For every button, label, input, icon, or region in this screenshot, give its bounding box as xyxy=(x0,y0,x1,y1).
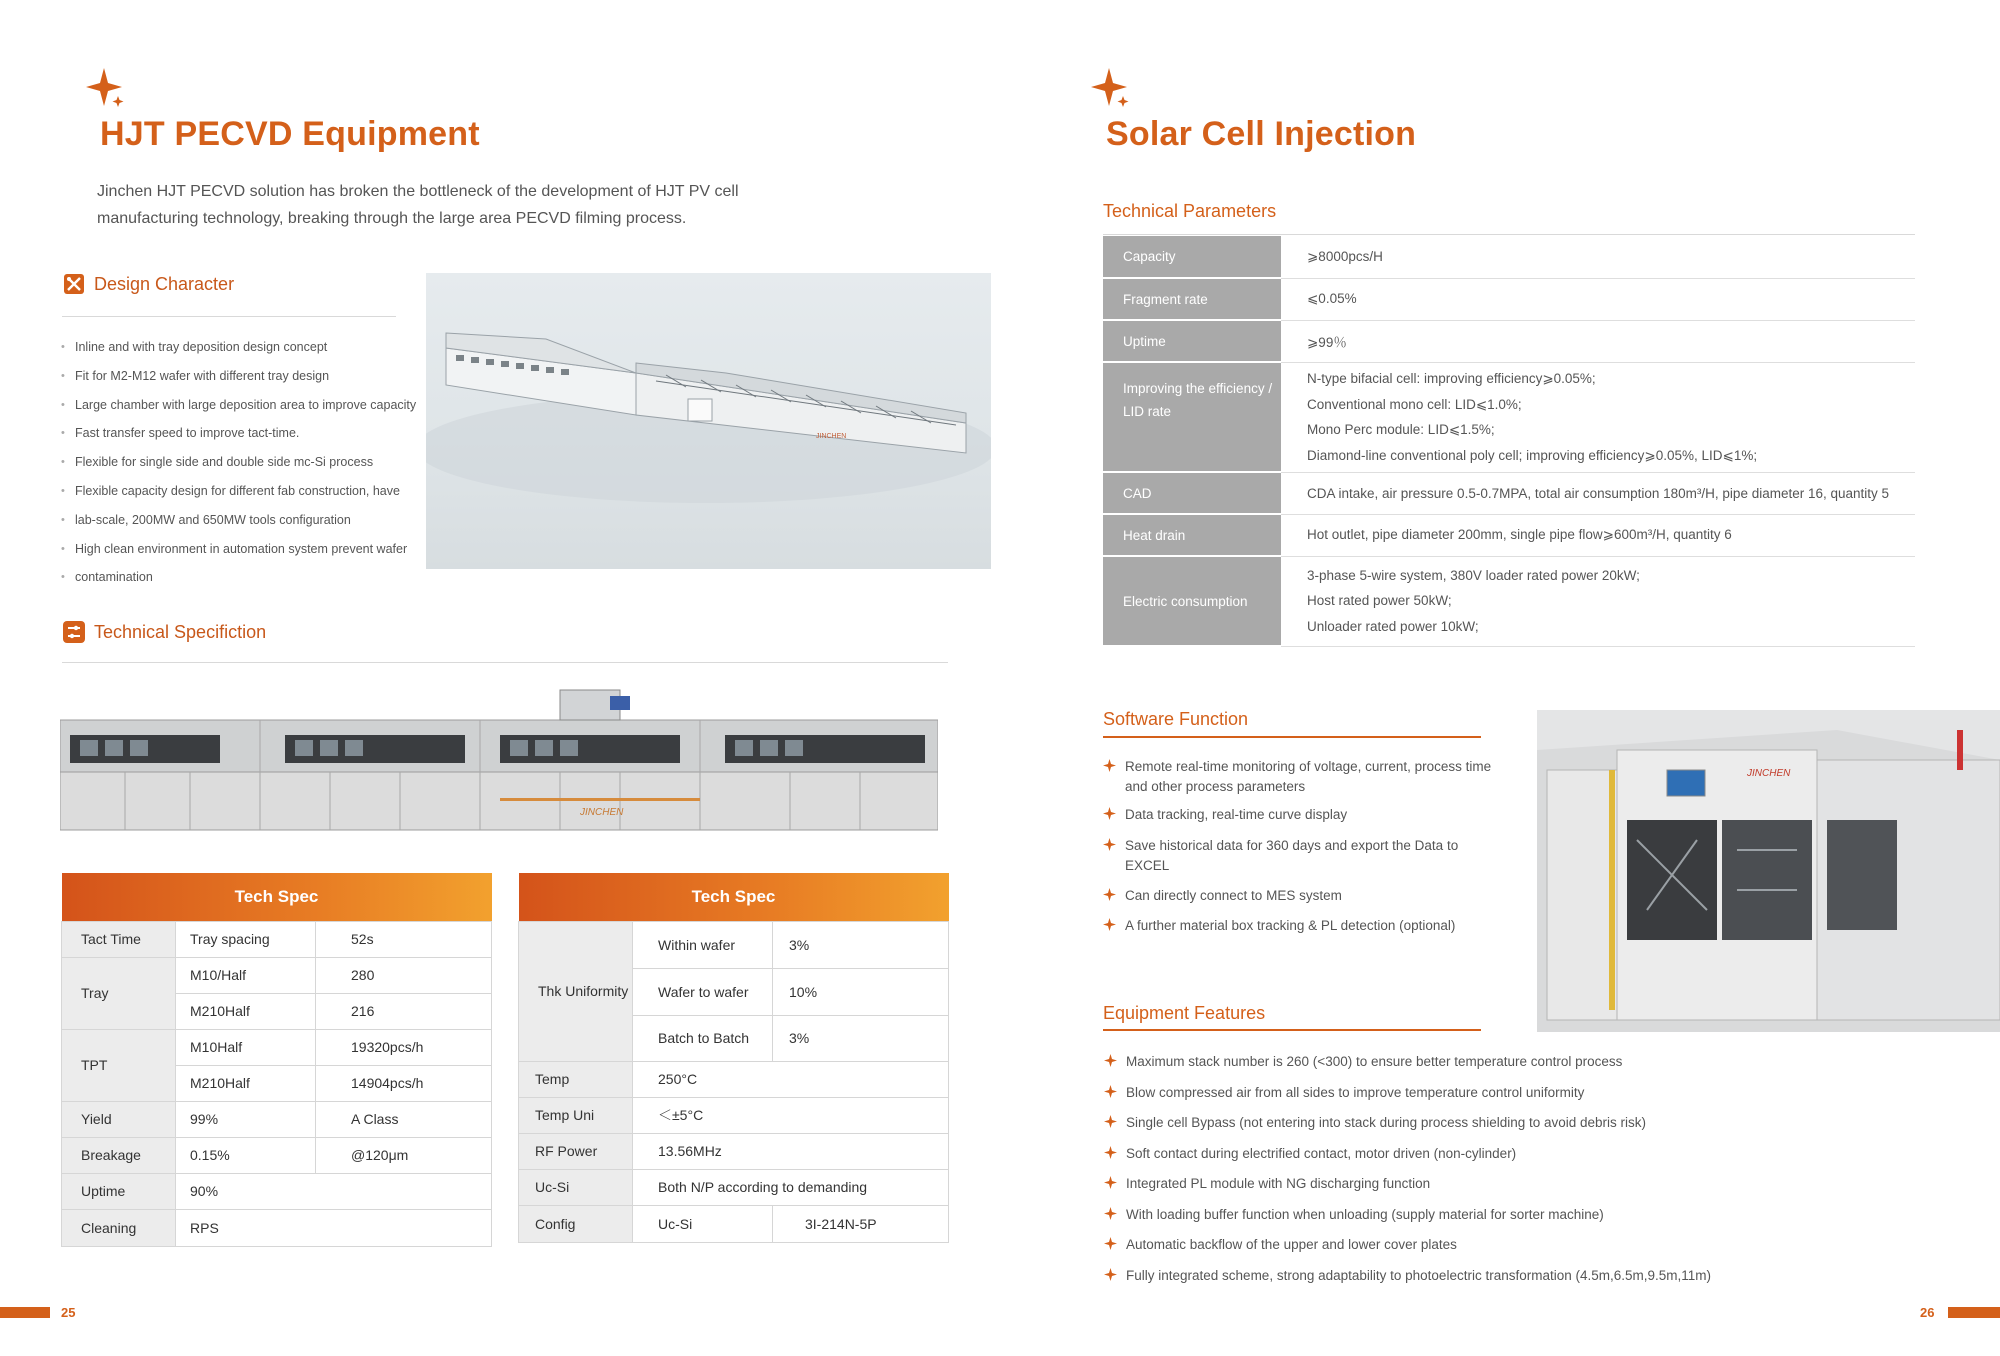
row-label: TPT xyxy=(62,1029,176,1101)
design-character-heading: Design Character xyxy=(62,272,234,296)
table-header: Tech Spec xyxy=(62,873,492,921)
table-cell: 280 xyxy=(316,957,492,993)
row-label: RF Power xyxy=(519,1133,633,1169)
table-cell: ＜±5°C xyxy=(633,1097,949,1133)
list-item: Data tracking, real-time curve display xyxy=(1103,805,1503,825)
star-bullet-icon xyxy=(1104,1268,1117,1281)
list-item: Automatic backflow of the upper and lower cover plates xyxy=(1104,1235,1924,1255)
row-label: Uc-Si xyxy=(519,1169,633,1205)
params-divider xyxy=(1103,234,1915,235)
row-label: Tray xyxy=(62,957,176,1029)
param-label: Electric consumption xyxy=(1103,556,1281,646)
star-bullet-icon xyxy=(1104,1237,1117,1250)
sparkle-star-icon xyxy=(1089,66,1131,108)
list-item: • Fit for M2-M12 wafer with different tray design xyxy=(61,362,431,391)
param-value: CDA intake, air pressure 0.5-0.7MPA, total air consumption 180m³/H, pipe diameter 16, quantity 5 xyxy=(1281,472,1915,514)
list-item: Remote real-time monitoring of voltage, current, process time and other process parameters xyxy=(1103,757,1503,797)
technical-spec-heading: Technical Specifiction xyxy=(62,620,266,644)
table-cell: 52s xyxy=(316,921,492,957)
star-bullet-icon xyxy=(1103,838,1116,851)
software-function-heading: Software Function xyxy=(1103,709,1249,729)
pecvd-equipment-photo xyxy=(426,273,991,569)
table-cell: 13.56MHz xyxy=(633,1133,949,1169)
table-cell: M210Half xyxy=(176,993,316,1029)
tech-divider xyxy=(62,662,948,663)
list-item: • Flexible for single side and double side mc-Si process xyxy=(61,448,431,477)
row-label: Tact Time xyxy=(62,921,176,957)
row-label: Breakage xyxy=(62,1137,176,1173)
list-item: With loading buffer function when unloading (supply material for sorter machine) xyxy=(1104,1205,1924,1225)
spec-sliders-icon xyxy=(62,620,86,644)
software-divider xyxy=(1103,736,1481,738)
table-cell: M10/Half xyxy=(176,957,316,993)
equipment-features-heading: Equipment Features xyxy=(1103,1003,1266,1023)
star-bullet-icon xyxy=(1104,1176,1117,1189)
machine-logo: JINCHEN xyxy=(1747,768,1791,779)
list-item: Single cell Bypass (not entering into stack during process shielding to avoid debris risk) xyxy=(1104,1113,1924,1133)
page-number-bar xyxy=(0,1307,50,1318)
table-cell: 10% xyxy=(773,968,949,1015)
table-cell: Within wafer xyxy=(633,921,773,968)
table-cell: 3% xyxy=(773,1015,949,1061)
table-cell: Tray spacing xyxy=(176,921,316,957)
table-cell: Wafer to wafer xyxy=(633,968,773,1015)
list-item: • Large chamber with large deposition area to improve capacity xyxy=(61,391,431,420)
machine-front-view-image xyxy=(60,680,938,845)
tech-spec-table-2 xyxy=(518,873,949,1243)
table-cell: M210Half xyxy=(176,1065,316,1101)
tech-spec-table-1 xyxy=(61,873,492,1247)
design-tools-icon xyxy=(62,272,86,296)
table-cell: A Class xyxy=(316,1101,492,1137)
star-bullet-icon xyxy=(1103,759,1116,772)
table-cell: 216 xyxy=(316,993,492,1029)
param-value: ⩾8000pcs/H xyxy=(1281,236,1915,278)
star-bullet-icon xyxy=(1103,888,1116,901)
list-item: Save historical data for 360 days and export the Data to EXCEL xyxy=(1103,836,1503,876)
table-cell: 0.15% xyxy=(176,1137,316,1173)
table-cell: RPS xyxy=(176,1209,492,1246)
table-header: Tech Spec xyxy=(519,873,949,921)
star-bullet-icon xyxy=(1104,1146,1117,1159)
solar-cell-injection-photo xyxy=(1537,710,2000,1032)
machine-logo: JINCHEN xyxy=(580,807,624,818)
star-bullet-icon xyxy=(1103,918,1116,931)
features-divider xyxy=(1103,1029,1481,1031)
table-cell: Batch to Batch xyxy=(633,1015,773,1061)
star-bullet-icon xyxy=(1104,1115,1117,1128)
param-label: Improving the efficiency / LID rate xyxy=(1103,362,1281,472)
software-function-list xyxy=(1103,757,1503,936)
param-value: Hot outlet, pipe diameter 200mm, single pipe flow⩾600m³/H, quantity 6 xyxy=(1281,514,1915,556)
table-cell: 3I-214N-5P xyxy=(773,1205,949,1242)
table-cell: M10Half xyxy=(176,1029,316,1065)
table-cell: 14904pcs/h xyxy=(316,1065,492,1101)
table-cell: 90% xyxy=(176,1173,492,1209)
technical-parameters-table xyxy=(1103,236,1915,647)
param-value: N-type bifacial cell: improving efficiency⩾0.05%; Conventional mono cell: LID⩽1.0%; Mono Perc module: LID⩽1.5%; Diamond-line conventional poly cell; improving efficiency⩾0.05%, LID⩽1%; xyxy=(1281,362,1915,472)
table-cell: 3% xyxy=(773,921,949,968)
param-label: CAD xyxy=(1103,472,1281,514)
list-item: • Flexible capacity design for different fab construction, have xyxy=(61,477,431,506)
table-cell: 99% xyxy=(176,1101,316,1137)
page-number: 26 xyxy=(1920,1305,1935,1320)
page-number: 25 xyxy=(61,1305,76,1320)
intro-text: Jinchen HJT PECVD solution has broken the bottleneck of the development of HJT PV cell manufacturing technology, breaking through the large area PECVD filming process. xyxy=(97,183,739,227)
list-item: Can directly connect to MES system xyxy=(1103,886,1503,906)
row-label: Temp Uni xyxy=(519,1097,633,1133)
param-label: Capacity xyxy=(1103,236,1281,278)
list-item: Blow compressed air from all sides to improve temperature control uniformity xyxy=(1104,1083,1924,1103)
list-item: Fully integrated scheme, strong adaptability to photoelectric transformation (4.5m,6.5m,9.5m,11m) xyxy=(1104,1266,1924,1286)
list-item: Maximum stack number is 260 (<300) to ensure better temperature control process xyxy=(1104,1052,1924,1072)
list-item: Soft contact during electrified contact, motor driven (non-cylinder) xyxy=(1104,1144,1924,1164)
list-item-continuation: • contamination xyxy=(61,563,431,592)
list-item: • High clean environment in automation system prevent wafer xyxy=(61,535,431,564)
list-item: • Fast transfer speed to improve tact-time. xyxy=(61,419,431,448)
row-label: Uptime xyxy=(62,1173,176,1209)
list-item: Integrated PL module with NG discharging function xyxy=(1104,1174,1924,1194)
page-title: HJT PECVD Equipment xyxy=(100,115,480,153)
table-cell: 19320pcs/h xyxy=(316,1029,492,1065)
star-bullet-icon xyxy=(1104,1054,1117,1067)
param-label: Fragment rate xyxy=(1103,278,1281,320)
machine-logo: JINCHEN xyxy=(816,433,847,440)
list-item: • Inline and with tray deposition design concept xyxy=(61,333,431,362)
param-value: ⩽0.05% xyxy=(1281,278,1915,320)
page-number-bar xyxy=(1948,1307,2000,1318)
page-title: Solar Cell Injection xyxy=(1106,115,1417,153)
table-cell: Both N/P according to demanding xyxy=(633,1169,949,1205)
star-bullet-icon xyxy=(1103,807,1116,820)
sparkle-star-icon xyxy=(84,66,126,108)
star-bullet-icon xyxy=(1104,1085,1117,1098)
row-label: Thk Uniformity xyxy=(519,921,633,1061)
table-cell: 250°C xyxy=(633,1061,949,1097)
design-character-list xyxy=(61,333,431,592)
table-cell: @120μm xyxy=(316,1137,492,1173)
param-label: Heat drain xyxy=(1103,514,1281,556)
equipment-features-list xyxy=(1104,1052,1924,1286)
design-divider xyxy=(62,316,396,317)
technical-parameters-heading: Technical Parameters xyxy=(1103,201,1277,221)
param-value: 3-phase 5-wire system, 380V loader rated power 20kW; Host rated power 50kW; Unloader rated power 10kW; xyxy=(1281,556,1915,646)
param-value: ⩾99％ xyxy=(1281,320,1915,362)
table-cell: Uc-Si xyxy=(633,1205,773,1242)
star-bullet-icon xyxy=(1104,1207,1117,1220)
list-item: A further material box tracking & PL detection (optional) xyxy=(1103,916,1503,936)
param-label: Uptime xyxy=(1103,320,1281,362)
row-label: Cleaning xyxy=(62,1209,176,1246)
row-label: Yield xyxy=(62,1101,176,1137)
row-label: Config xyxy=(519,1205,633,1242)
row-label: Temp xyxy=(519,1061,633,1097)
list-item-continuation: • lab-scale, 200MW and 650MW tools configuration xyxy=(61,506,431,535)
